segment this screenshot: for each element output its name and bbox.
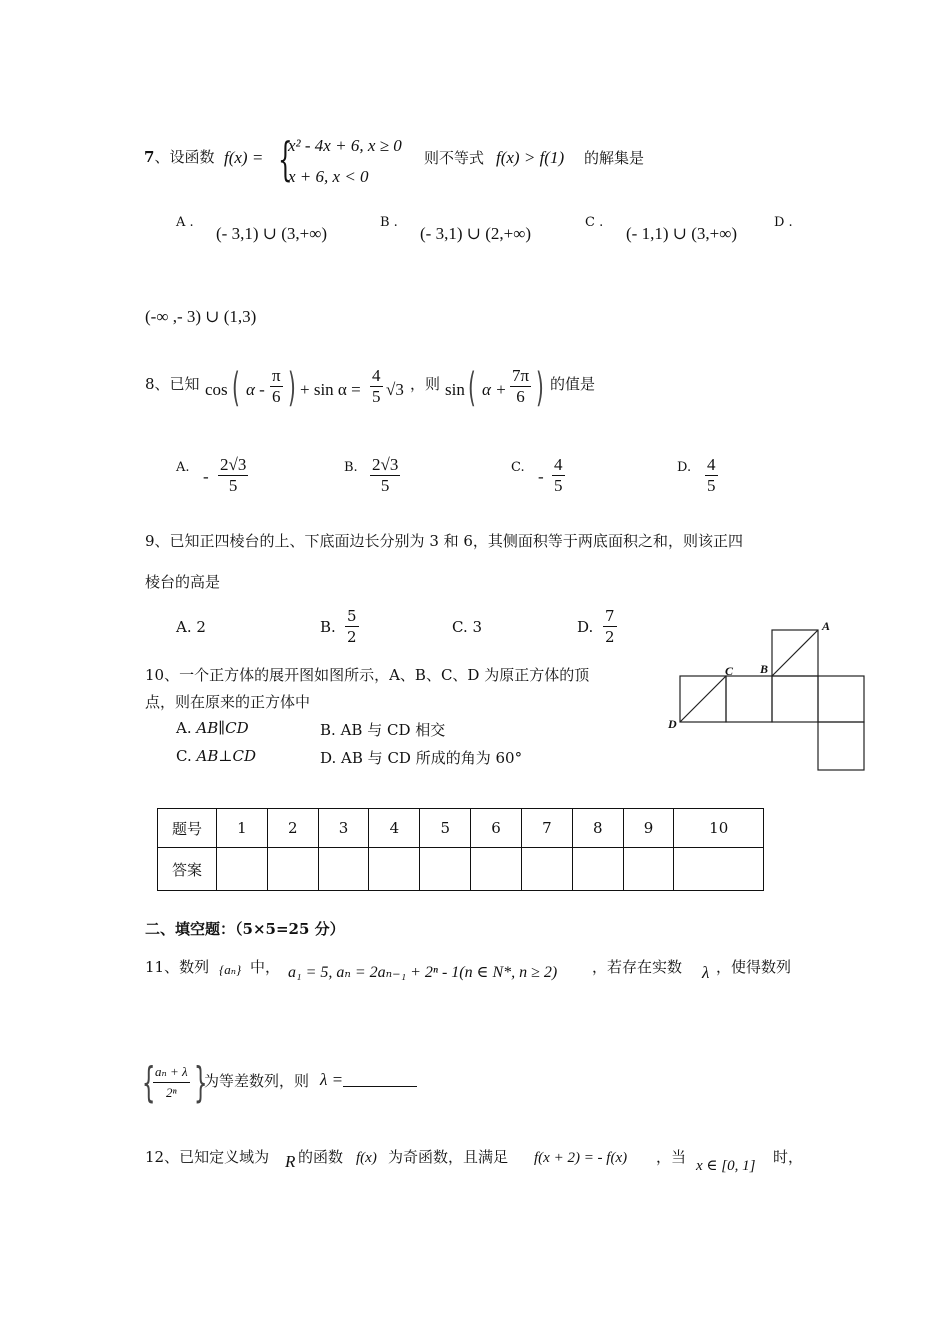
q12-fx: f(x) [356,1150,377,1166]
q7-sep: 、 [154,148,170,166]
q10-option-b-label: B. [320,721,336,739]
q8-sin: sin [445,380,465,399]
q10-line2: 点，则在原来的正方体中 [145,693,311,711]
q11-frac: $\frac{\text{aₙ + λ}}{\text{2ⁿ}}$ [155,1064,188,1100]
q7-number: 7 [144,148,155,166]
table-cell-num: 3 [318,809,369,848]
table-header-number: 题号 [158,809,217,848]
q9-line1: 9、已知正四棱台的上、下底面边长分别为 3 和 6，其侧面积等于两底面积之和，则该正四 [145,532,743,550]
label-a: A [822,619,831,633]
q8-plus-sin: + sin α = [300,380,361,399]
answer-cell[interactable] [420,848,471,891]
answer-cell[interactable] [623,848,674,891]
table-cell-num: 10 [674,809,764,848]
answer-cell[interactable] [217,848,268,891]
table-cell-num: 7 [521,809,572,848]
q12-range: x ∈ [0, 1] [696,1158,756,1174]
q11-mid: 中， [250,958,281,976]
q8-option-a-frac: $\frac{2√3}{5}$ [220,455,247,495]
answer-cell[interactable] [318,848,369,891]
table-cell-num: 4 [369,809,420,848]
q11-post: ，若存在实数 [592,958,683,976]
diagonal-ab [772,630,818,676]
q10-option-d-label: D. [320,749,337,767]
q9-option-c-label: C. [452,618,468,636]
answer-cell[interactable] [471,848,522,891]
q9-option-a-value: 2 [196,618,206,636]
q8-option-c-label: C. [511,460,525,475]
q10-option-d-value: AB 与 CD 所成的角为 60° [341,749,523,767]
table-cell-num: 8 [572,809,623,848]
answer-cell[interactable] [521,848,572,891]
q7-option-c-label: C . [585,215,604,230]
q8-sqrt3: √3 [386,380,404,399]
q8-option-a-sign: - [203,467,209,486]
q8-then: ，则 [410,375,441,393]
q11-lambda: λ [702,963,710,982]
q7-option-a-label: A . [176,215,194,230]
q9-option-b-label: B. [320,618,336,636]
q10-option-c-value: AB⊥CD [196,747,256,765]
q9-option-d-frac: $\frac{7}{2}$ [605,607,615,646]
q9-option-a-label: A. [176,618,192,636]
cube-net-figure [660,615,875,775]
q8-prefix: 8、已知 [145,375,200,393]
q8-pi-over-6: $\frac{\pi}{6}$ [272,366,281,406]
q8-cos: cos [205,380,228,399]
answer-table-answer-row [158,848,764,891]
q8-post: 的值是 [550,375,596,393]
q10-option-c-label: C. [176,747,192,765]
answer-cell[interactable] [572,848,623,891]
q9-option-c-value: 3 [472,618,483,636]
q8-option-d-frac: $\frac{4}{5}$ [707,455,716,495]
answer-cell[interactable] [267,848,318,891]
q7-ineq: f(x) > f(1) [496,148,565,167]
q7-stem-post: 的解集是 [584,149,645,167]
answer-cell[interactable] [674,848,764,891]
answer-cell[interactable] [369,848,420,891]
q11-lbrace: { [142,1058,156,1107]
answer-table [157,808,764,891]
q11-answer-blank[interactable] [343,1070,417,1087]
q8-alpha-minus: α - [246,380,265,399]
q9-line2: 棱台的高是 [145,573,221,591]
table-cell-num: 2 [267,809,318,848]
q8-lparen-2: ( [468,365,476,411]
table-header-answer: 答案 [158,848,217,891]
table-cell-num: 6 [471,809,522,848]
q8-seven-pi-over-6: $\frac{7\pi}{6}$ [512,366,530,406]
q12-mid1: 的函数 [298,1148,344,1166]
table-cell-num: 9 [623,809,674,848]
q7-stem-pre: 设函数 [169,148,215,166]
q11-seq: {aₙ} [219,962,242,977]
label-d: D [668,717,677,731]
q8-option-c-frac: $\frac{4}{5}$ [554,455,563,495]
net-square-3 [772,676,818,722]
q7-option-b-value: (- 3,1) ∪ (2,+∞) [420,224,532,243]
section-2-title: 二、填空题：（5×5=25 分） [145,920,345,938]
q11-formula: a₁ = 5, aₙ = 2aₙ₋₁ + 2ⁿ - 1(n ∈ N*, n ≥ 2) [288,964,558,981]
q7-stem-mid: 则不等式 [424,149,485,167]
q8-lparen-1: ( [232,365,240,411]
table-cell-num: 5 [420,809,471,848]
q12-prefix: 12、已知定义域为 [145,1148,270,1166]
q8-option-b-frac: $\frac{2√3}{5}$ [372,455,399,495]
q8-rparen-1: ) [288,365,296,411]
q8-option-d-label: D. [677,460,692,475]
q7-option-a-value: (- 3,1) ∪ (3,+∞) [216,224,328,243]
q10-option-b-value: AB 与 CD 相交 [340,721,446,739]
q11-rbrace: } [194,1058,208,1107]
q7-fx: f(x) = [224,148,264,167]
q12-r: R [285,1152,296,1171]
q8-rparen-2: ) [536,365,544,411]
q12-mid3: ，当 [656,1148,687,1166]
q7-brace: { [278,132,293,186]
q11-line2-post: 为等差数列，则 [204,1072,310,1090]
q10-option-a-value: AB∥CD [196,719,249,737]
q8-alpha-plus: α + [482,380,507,399]
q7-option-d-value: (-∞ ,- 3) ∪ (1,3) [145,307,257,326]
q7-option-b-label: B . [380,215,398,230]
answer-table-number-row [158,809,764,848]
q8-option-c-sign: - [538,467,544,486]
q8-option-a-label: A. [176,460,190,475]
net-square-2 [726,676,772,722]
q12-post: 时， [773,1148,804,1166]
net-square-4 [818,676,864,722]
q7-option-c-value: (- 1,1) ∪ (3,+∞) [626,224,738,243]
q9-option-d-label: D. [577,618,594,636]
q8-four-fifths: $\frac{4}{5}$ [372,366,381,406]
q10-line1: 10、一个正方体的展开图如图所示，A、B、C、D 为原正方体的顶 [145,666,590,684]
q10-option-a-label: A. [176,719,192,737]
q7-option-d-label: D . [774,215,793,230]
label-b: B [760,662,769,676]
net-square-bottom [818,722,864,770]
q11-eq: λ = [320,1070,344,1089]
q9-option-b-frac: $\frac{5}{2}$ [347,607,357,646]
q11-prefix: 11、数列 [145,958,210,976]
q7-case2: x + 6, x < 0 [288,167,369,186]
q12-mid2: 为奇函数，且满足 [388,1148,509,1166]
table-cell-num: 1 [217,809,268,848]
q12-cond: f(x + 2) = - f(x) [534,1150,628,1166]
label-c: C [725,664,734,678]
q7-case1: x² - 4x + 6, x ≥ 0 [288,136,402,155]
q8-option-b-label: B. [344,460,358,475]
q11-post2: ，使得数列 [716,958,792,976]
diagonal-cd [680,676,726,722]
